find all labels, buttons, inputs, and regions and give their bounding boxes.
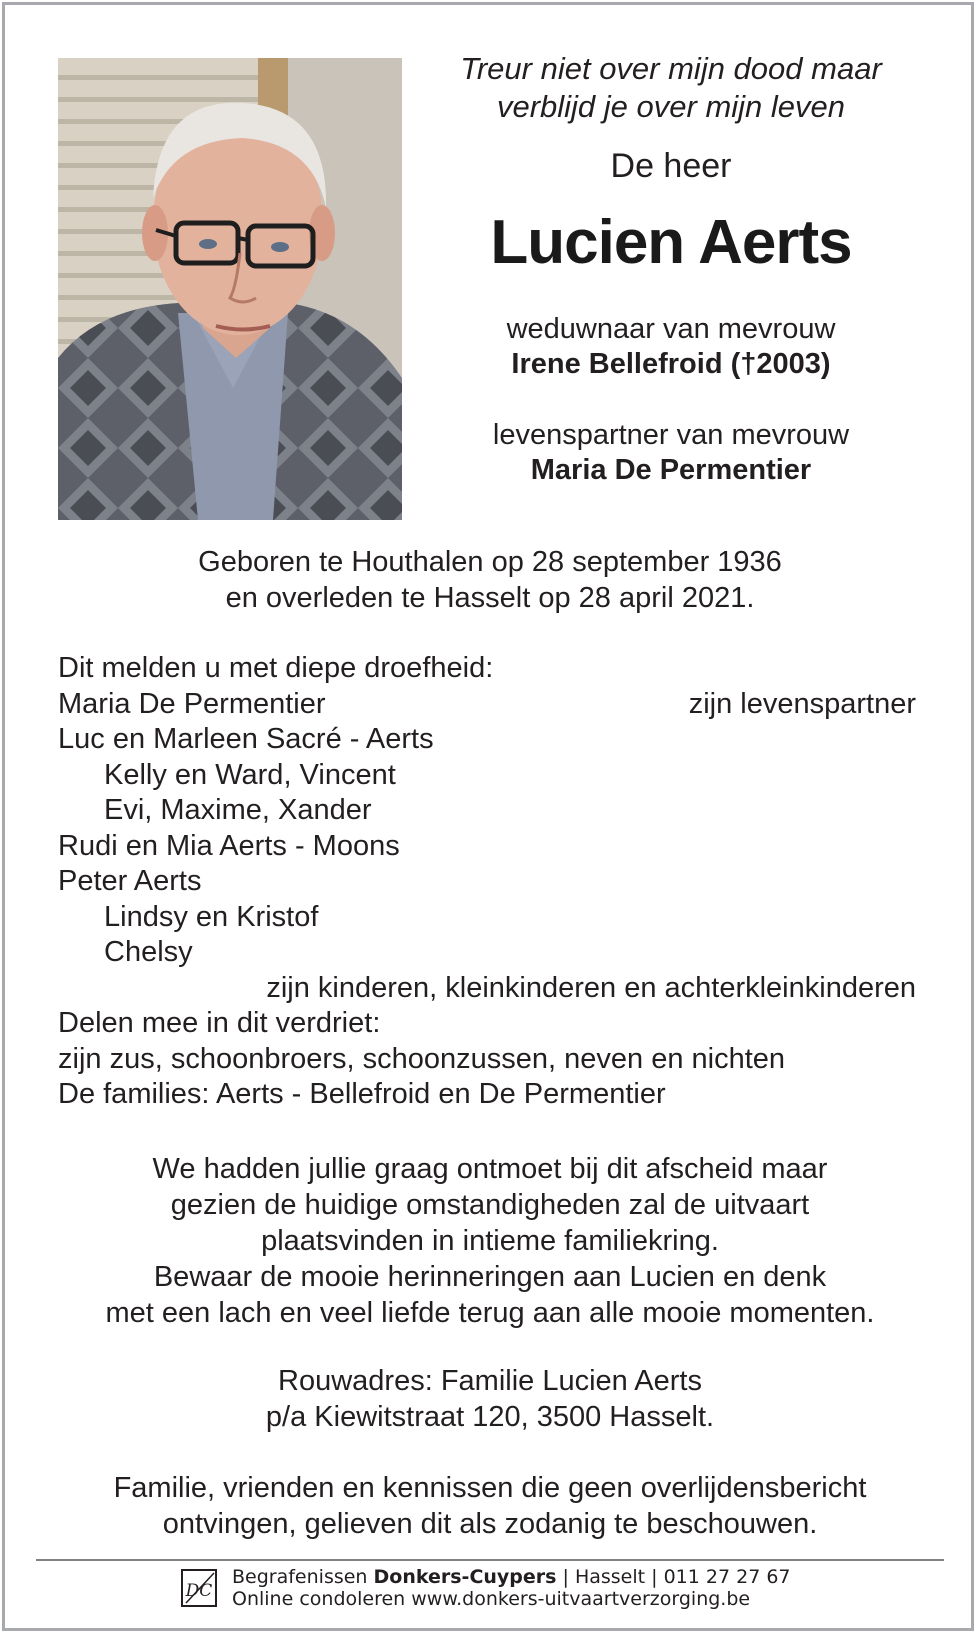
mourner-entry: Peter Aerts (58, 865, 202, 897)
notice-text (40, 1470, 940, 1542)
message-line-2: gezien de huidige omstandigheden zal de uitvaart (170, 1189, 810, 1221)
footer-line-1 (232, 1566, 791, 1588)
mourning-address (40, 1363, 940, 1435)
online-condolences[interactable]: Online condoleren www.donkers-uitvaartverzorging.be (232, 1588, 751, 1610)
funeral-home-info (232, 1566, 791, 1610)
mourner-entry: Luc en Marleen Sacré - Aerts (58, 723, 434, 755)
company-phone: 011 27 27 67 (663, 1566, 791, 1588)
mourner-entry: Kelly en Ward, Vincent (104, 758, 396, 791)
mourner-entry: Evi, Maxime, Xander (104, 794, 372, 826)
quote-line-2: verblijd je over mijn leven (496, 89, 846, 124)
partner-name: Maria De Permentier (530, 454, 812, 486)
address-line-1: Rouwadres: Familie Lucien Aerts (278, 1365, 702, 1397)
message-line-3: plaatsvinden in intieme familiekring. (261, 1225, 719, 1257)
mourners-intro: Dit melden u met diepe droefheid: (58, 652, 494, 684)
company-city: | Hasselt | (562, 1566, 658, 1588)
partner-row (58, 687, 916, 723)
birth-line: Geboren te Houthalen op 28 september 1936 (198, 546, 782, 578)
message-line-4: Bewaar de mooie herinneringen aan Lucien en denk (153, 1261, 827, 1293)
portrait-photo (58, 58, 402, 520)
message-line-5: met een lach en veel liefde terug aan alle mooie momenten. (105, 1297, 875, 1329)
mourner-entry: Rudi en Mia Aerts - Moons (58, 829, 400, 862)
message-line-1: We hadden jullie graag ontmoet bij dit afscheid maar (152, 1153, 828, 1185)
notice-line-2: ontvingen, gelieven dit als zodanig te beschouwen. (162, 1508, 818, 1540)
logo-monogram: DC (185, 1581, 213, 1601)
company-name: Donkers-Cuypers (373, 1566, 557, 1588)
funeral-home-logo (180, 1567, 220, 1609)
partner-row-name: Maria De Permentier (58, 687, 326, 720)
partner-row-role: zijn levenspartner (688, 687, 916, 720)
children-role: zijn kinderen, kleinkinderen en achterkleinkinderen (266, 971, 916, 1004)
mourner-entry: Lindsy en Kristof (104, 900, 319, 933)
quote-line-1: Treur niet over mijn dood maar (460, 51, 882, 86)
share-intro: Delen mee in dit verdriet: (58, 1007, 381, 1039)
widower-label: weduwnaar van mevrouw (506, 313, 836, 345)
mourner-entry: Chelsy (104, 936, 193, 968)
farewell-message (40, 1151, 940, 1331)
mourners-list (58, 651, 916, 1113)
share-line-1: zijn zus, schoonbroers, schoonzussen, neven en nichten (58, 1042, 786, 1075)
address-line-2: p/a Kiewitstraat 120, 3500 Hasselt. (265, 1401, 715, 1433)
spouse-name: Irene Bellefroid (†2003) (511, 348, 831, 380)
birth-death-info (40, 544, 940, 616)
header-block (430, 50, 912, 488)
footer-divider (36, 1559, 944, 1561)
footer-prefix: Begrafenissen (232, 1566, 368, 1588)
notice-line-1: Familie, vrienden en kennissen die geen overlijdensbericht (113, 1472, 867, 1504)
deceased-name: Lucien Aerts (490, 208, 852, 277)
share-line-2: De families: Aerts - Bellefroid en De Permentier (58, 1078, 666, 1110)
partner-label: levenspartner van mevrouw (492, 419, 850, 451)
death-line: en overleden te Hasselt op 28 april 2021. (225, 582, 755, 614)
honorific-title: De heer (610, 147, 732, 185)
